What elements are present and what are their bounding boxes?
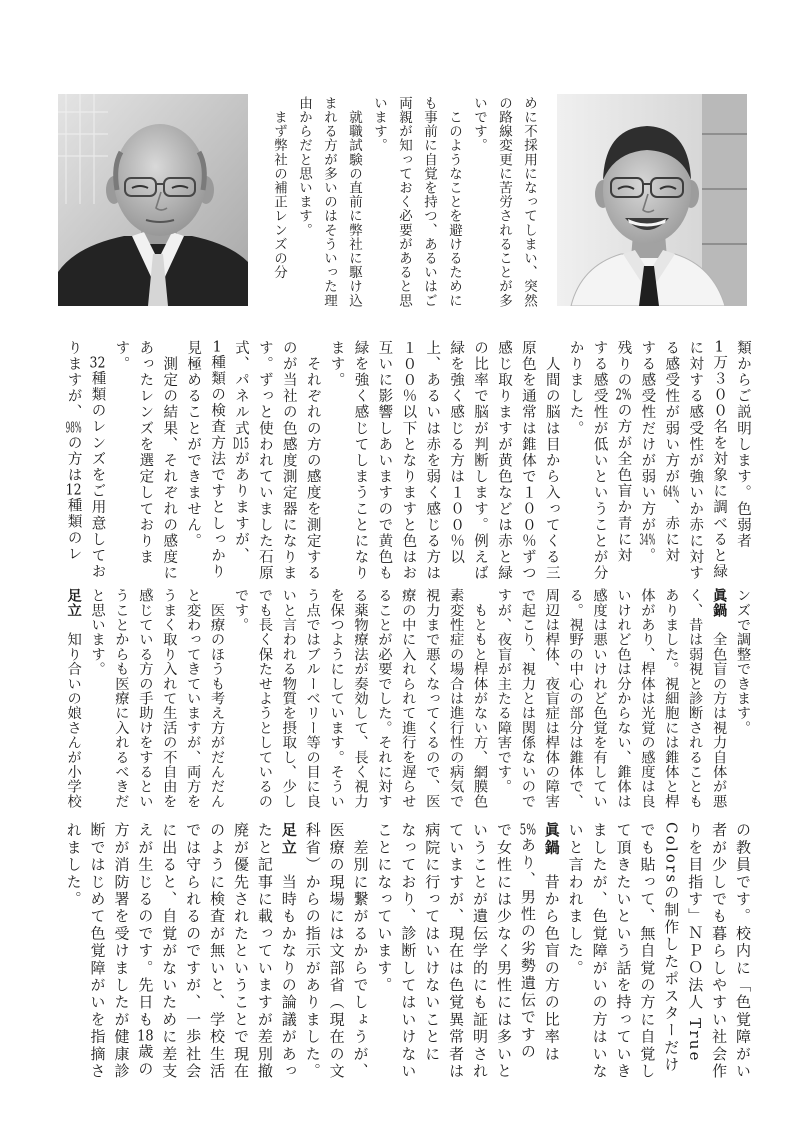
text-column: のが当社の色感度測定器になりま: [280, 340, 297, 582]
text-column: 5%あり、男性の劣勢遺伝ですの: [518, 822, 537, 1061]
text-column: 方が消防署を受けましたが健康診: [112, 822, 131, 1080]
text-column: まれる方が多いのはそういった理: [321, 96, 337, 308]
text-row-2: [60, 588, 754, 810]
bookshelf: [702, 94, 747, 306]
text-column: 科省）からの指示がありました。: [303, 822, 322, 1080]
speaker-name: 足立: [279, 822, 298, 857]
text-column: 医療の現場には文部省（現在の文: [327, 822, 346, 1080]
upright-number: 98%: [65, 420, 82, 435]
text-column: [61, 588, 85, 810]
column-text: 全色盲の方は視力自体が悪: [711, 617, 728, 809]
text-column: 互いに影響しあいますので黄色も: [376, 340, 393, 582]
text-column: 上、あるいは赤を弱く感じる方は: [424, 340, 441, 582]
text-column: ます。: [328, 340, 345, 389]
text-column: 療の中に入れられて進行を遅らせ: [400, 588, 417, 809]
text-column: 残りの2%の方が全色盲か青に対: [615, 340, 632, 564]
text-column: 医療のほうも考え方がだんだん: [209, 588, 226, 809]
speaker-name: 眞鍋: [711, 588, 728, 618]
text-column: 両親が知っておく必要があると思: [396, 96, 412, 308]
intro-text-block: [266, 96, 541, 308]
text-column: 見極めることができません。: [185, 340, 202, 550]
text-column: と思います。: [89, 588, 106, 677]
text-column: する感受性だけが弱い方が34%。: [639, 340, 656, 564]
text-column: に対する感受性が強いか赤に対す: [687, 340, 704, 582]
portrait-smiling-man: [557, 94, 747, 306]
text-column: 病院に行ってはいけないことに: [423, 822, 442, 1063]
text-column: ンズで調整できます。: [735, 588, 751, 735]
upright-number: D15: [232, 436, 249, 452]
text-column: でも長く保たせようとしているの: [256, 588, 273, 809]
upright-number: 1: [212, 340, 222, 355]
text-column: １００％以下となりますと色はお: [400, 340, 417, 582]
text-row-3: [60, 822, 754, 1082]
text-column: 測定の結果、それぞれの感度に: [161, 340, 178, 582]
text-column: それぞれの方の感度を測定する: [304, 340, 321, 582]
text-column: 感度は悪いけれど色覚を有してい: [591, 588, 608, 809]
column-text: 知り合いの娘さんが小学校: [65, 617, 82, 809]
text-column: て頂きたいという話を持っていき: [614, 822, 633, 1080]
text-column: 感じ取りますが黄色などは赤と緑: [495, 340, 512, 582]
text-column: 緑を強く感じてしまうことになり: [352, 340, 369, 582]
text-column: 由からだと思います。: [296, 96, 312, 237]
text-column: まず弊社の補正レンズの分: [271, 96, 287, 280]
text-column: りますが、98%の方は12種類のレ: [65, 340, 82, 563]
upright-number: 1: [714, 340, 724, 355]
text-column: 断ではじめて色覚障がいを指摘さ: [88, 822, 107, 1080]
text-column: 差別に繋がるからでしょうが、: [351, 822, 370, 1080]
text-column: る。視野の中心の部分は錐体で、: [567, 588, 584, 809]
text-column: に出ると、自覚がないために差支: [160, 822, 179, 1080]
upright-number: 12: [65, 483, 82, 498]
text-column: いと言われる物質を摂取し、少し: [280, 588, 297, 809]
text-column: のように検査が無いと、学校生活: [208, 822, 227, 1080]
text-column: 緑を強く感じる方は１００％以: [448, 340, 465, 566]
text-column: 1万３００名を対象に調べると緑: [711, 340, 728, 580]
text-column: る薬物療法が奏効して、長く視力: [352, 588, 369, 809]
speaker-name: 眞鍋: [542, 822, 561, 857]
text-column: 1種類の検査方法ですとしっかり: [209, 340, 226, 580]
text-column: 32種類のレンズをご用意してお: [89, 356, 106, 580]
text-column: [706, 588, 730, 810]
text-column: で女性には少なく男性には多いと: [494, 822, 513, 1080]
text-column: 者が少しでも暮らしやすい社会作: [710, 822, 729, 1080]
text-column: す。ずっと使われていました石原: [256, 340, 273, 582]
text-column: ることが必要でした。それに対す: [376, 588, 393, 809]
text-column: このようなことを避けるために: [446, 96, 462, 308]
text-column: 式、パネル式D15がありますが、: [232, 340, 249, 564]
upright-number: 32: [89, 356, 106, 371]
text-column: と変わってきていますが、両方を: [185, 588, 202, 809]
text-column: えが生じるのです。先日も18歳の: [136, 822, 155, 1078]
text-column: 廃が優先されたということで現在: [231, 822, 250, 1080]
text-column: 周辺は桿体、夜盲症は桿体の障害: [543, 588, 560, 809]
text-column: く、昔は弱視と診断されることも: [687, 588, 704, 809]
text-column: ありました。視細胞には錐体と桿: [663, 588, 680, 809]
text-column: [276, 822, 300, 1082]
text-column: かりました。: [567, 340, 584, 437]
text-column: 視力まで悪くなってくるので、医: [424, 588, 441, 809]
portrait-photo-right: [557, 94, 747, 306]
text-column: 感じている方の手助けをするとい: [137, 588, 154, 809]
text-column: います。: [371, 96, 387, 153]
text-column: を保つようにしています。そうい: [328, 588, 345, 809]
text-column: です。: [232, 588, 249, 633]
text-column: 人間の脳は目から入ってくる三: [543, 340, 560, 582]
text-column: もともと桿体がない方、網膜色: [472, 588, 489, 809]
text-column: する感受性が低いということが分: [591, 340, 608, 582]
speaker-name: 足立: [65, 588, 82, 618]
text-column: う点ではブルーベリー等の目に良: [304, 588, 321, 809]
text-column: なっており、診断してはいけない: [399, 822, 418, 1080]
text-column: では守られるのですが、一歩社会: [184, 822, 203, 1080]
text-column: の路線変更に苦労されることが多: [496, 96, 512, 308]
text-column: も事前に自覚を持つ、あるいはご: [421, 96, 437, 308]
text-column: ていますが、現在は色覚異常者は: [447, 822, 466, 1080]
text-column: いうことが遺伝学的にも証明され: [471, 822, 490, 1080]
text-column: りを目指す」ＮＰＯ法人 True: [686, 822, 705, 1063]
text-column: 体があり、桿体は光覚の感度は良: [639, 588, 656, 809]
text-column: いけれど色は分からない、錐体は: [615, 588, 632, 809]
text-column: うまく取り入れて生活の不自由を: [161, 588, 178, 809]
text-column: ことになっています。: [375, 822, 394, 994]
upright-number: 34%: [639, 533, 656, 548]
text-column: 類からご説明します。色弱者: [735, 340, 751, 550]
text-column: すが、夜盲が主たる障害です。: [495, 588, 512, 794]
text-column: で起こり、視力とは関係ないので: [519, 588, 536, 809]
text-column: あったレンズを選定しておりま: [137, 340, 154, 566]
text-row-1: [60, 340, 754, 583]
text-column: たと記事に載っていますが差別撤: [255, 822, 274, 1080]
upright-number: 5%: [519, 822, 537, 837]
text-column: の比率で脳が判断します。例えば: [472, 340, 489, 582]
text-column: ましたが、色覚障がいの方はいな: [590, 822, 609, 1080]
text-column: す。: [113, 340, 130, 373]
text-column: 原色を通常は錐体で１００％ずつ: [519, 340, 536, 582]
text-column: 就職試験の直前に弊社に駆け込: [346, 96, 362, 308]
upright-number: 64%: [663, 484, 680, 500]
text-column: めに不採用になってしまい、突然: [521, 96, 537, 308]
text-column: いと言われました。: [566, 822, 585, 977]
text-column: いです。: [471, 96, 487, 153]
text-column: れました。: [64, 822, 83, 908]
text-column: でも貼って、無自覚の方に自覚し: [638, 822, 657, 1080]
text-column: の教員です。校内に「色覚障がい: [734, 822, 752, 1080]
column-text: 昔から色盲の方の比率は: [542, 856, 561, 1063]
text-column: [539, 822, 563, 1082]
text-column: る感受性が弱い方が64%、赤に対: [663, 340, 680, 564]
text-column: うことからも医療に入れるべきだ: [113, 588, 130, 809]
text-column: 素変性症の場合は進行性の病気で: [448, 588, 465, 809]
portrait-photo-left: [58, 94, 248, 306]
upright-number: 2%: [615, 388, 632, 403]
column-text: 当時もかなりの論議があっ: [279, 856, 298, 1081]
text-column: Colorsの制作したポスターだけ: [662, 822, 681, 1074]
upright-number: 18: [137, 1028, 154, 1044]
portrait-man-in-suit: [58, 94, 248, 306]
